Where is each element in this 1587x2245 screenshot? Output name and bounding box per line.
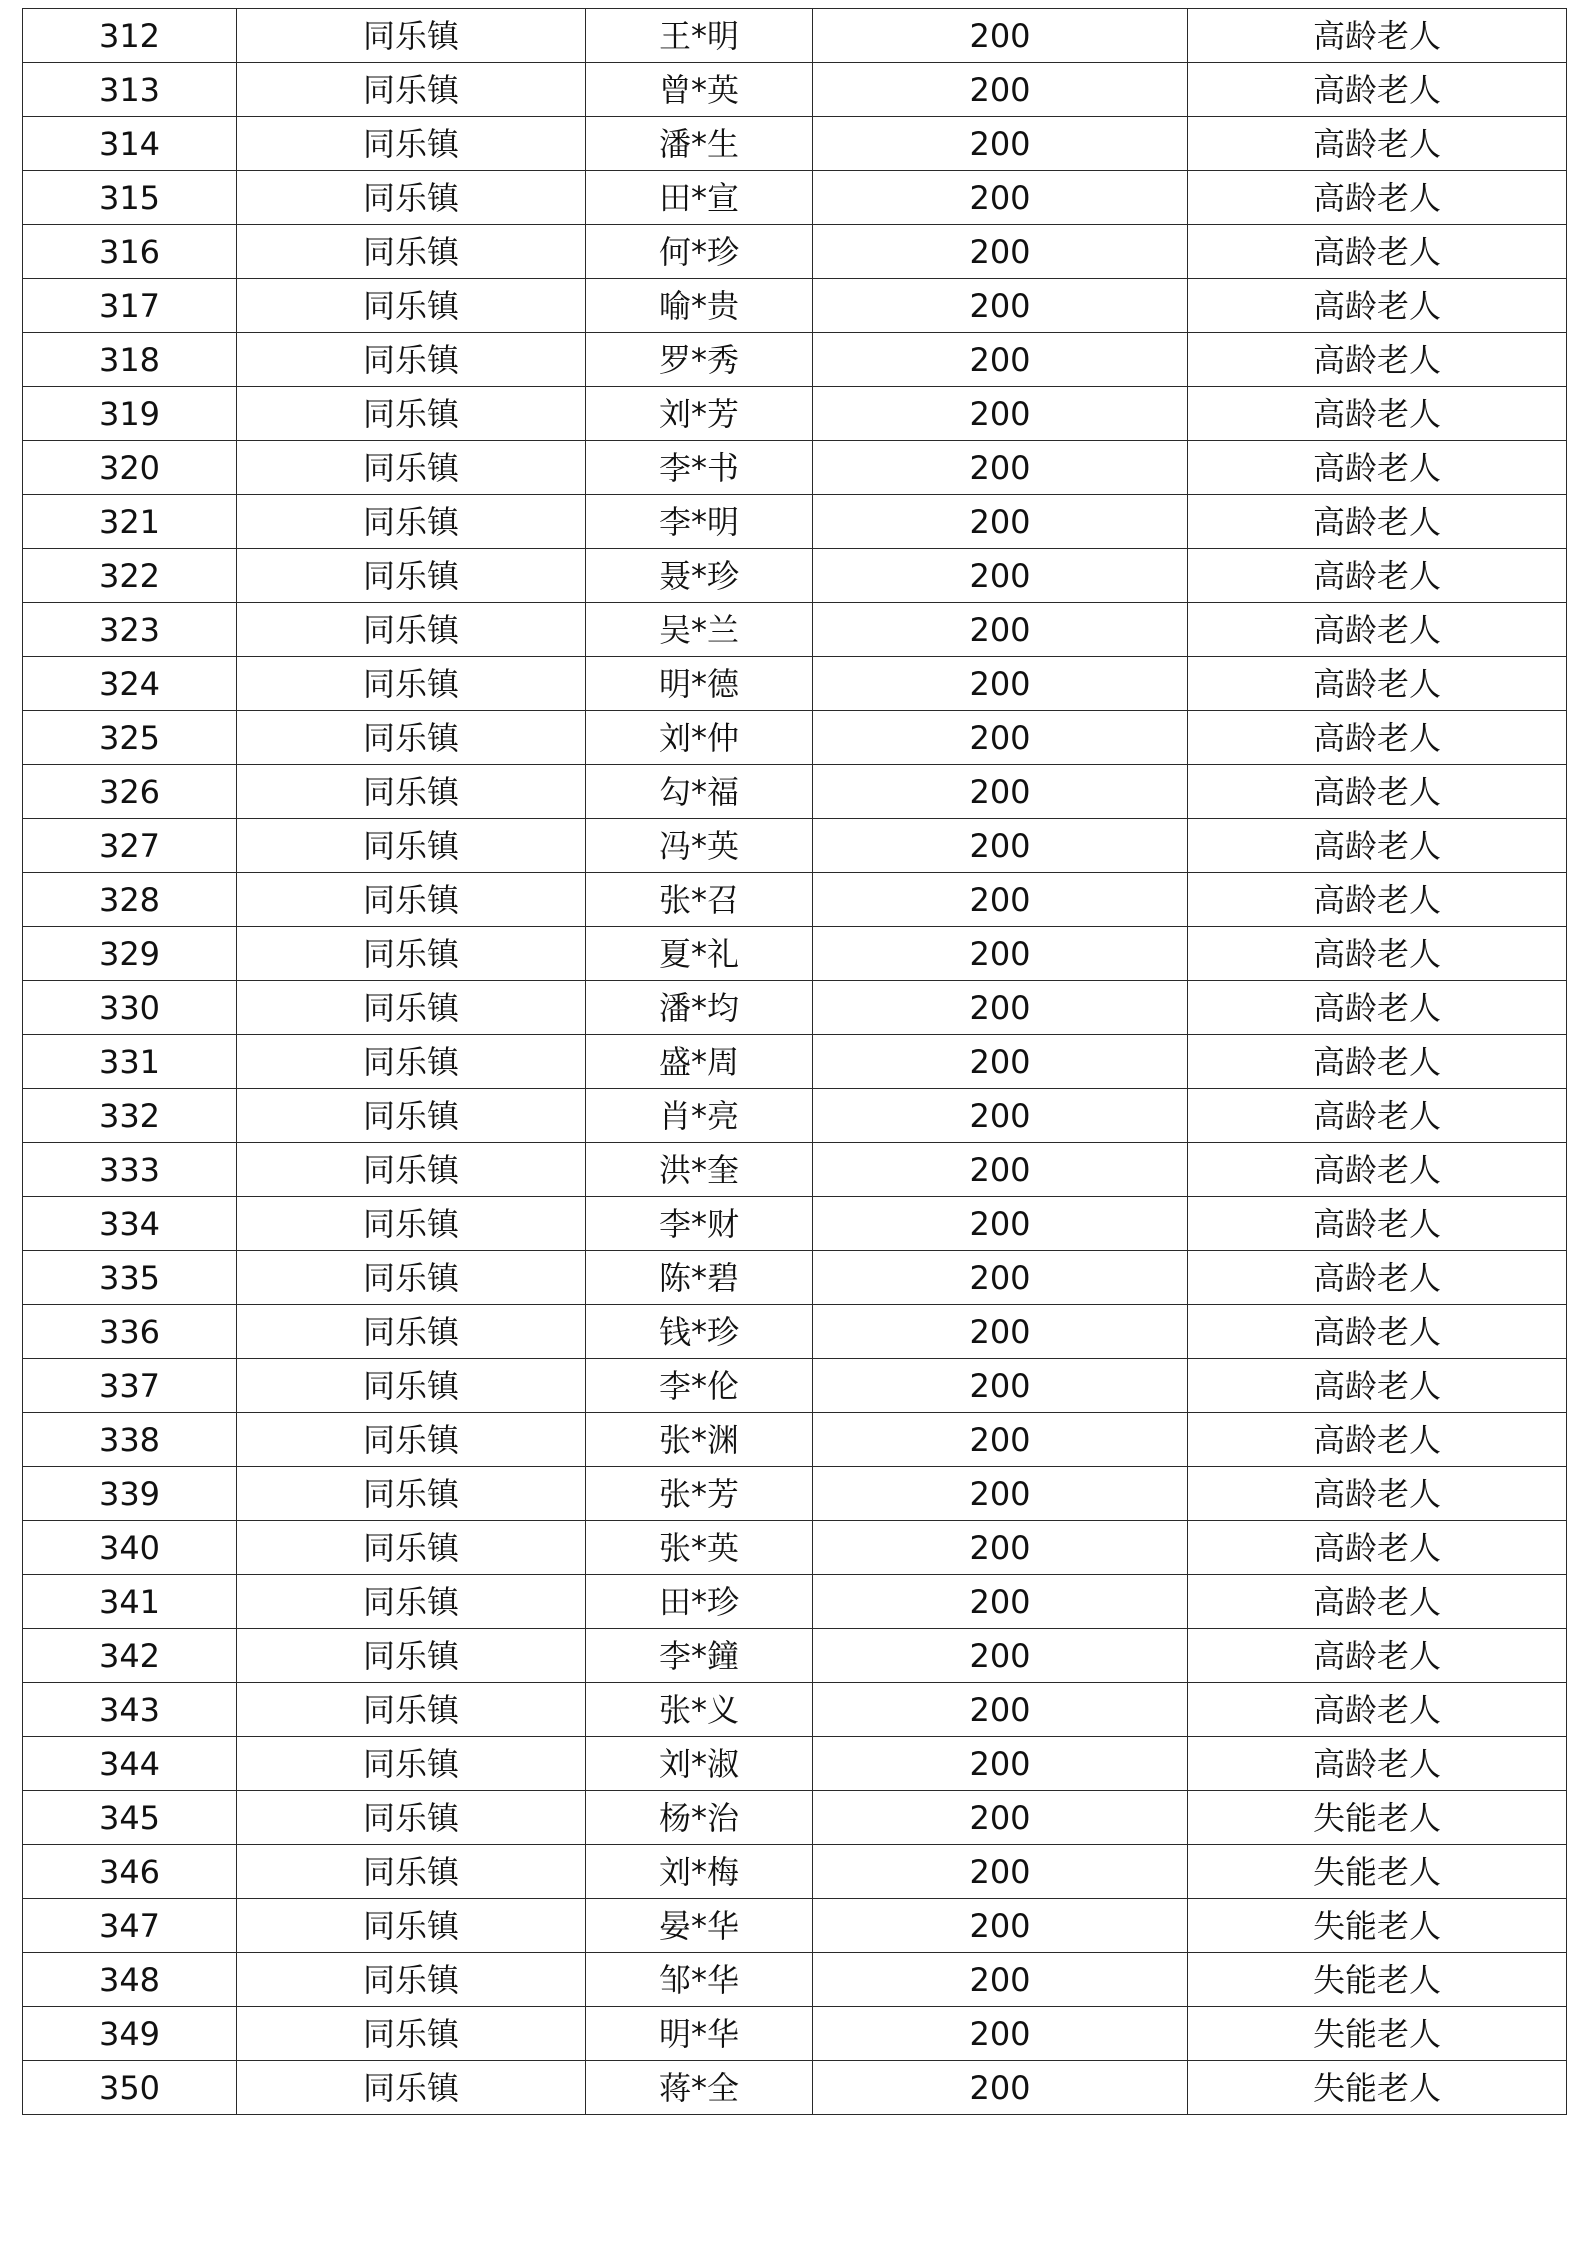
row-number-cell: 324 <box>23 657 237 711</box>
table-row <box>23 549 1567 603</box>
row-number-cell: 335 <box>23 1251 237 1305</box>
town-cell: 同乐镇 <box>237 1899 586 1953</box>
category-cell: 高龄老人 <box>1188 981 1567 1035</box>
category-cell: 高龄老人 <box>1188 1575 1567 1629</box>
name-cell: 潘*均 <box>586 981 813 1035</box>
amount-cell: 200 <box>813 63 1188 117</box>
amount-cell: 200 <box>813 549 1188 603</box>
row-number-cell: 345 <box>23 1791 237 1845</box>
amount-cell: 200 <box>813 603 1188 657</box>
category-cell: 失能老人 <box>1188 2061 1567 2115</box>
table-row <box>23 657 1567 711</box>
town-cell: 同乐镇 <box>237 441 586 495</box>
category-cell: 高龄老人 <box>1188 549 1567 603</box>
category-cell: 失能老人 <box>1188 1845 1567 1899</box>
amount-cell: 200 <box>813 765 1188 819</box>
category-cell: 高龄老人 <box>1188 171 1567 225</box>
name-cell: 李*书 <box>586 441 813 495</box>
amount-cell: 200 <box>813 1143 1188 1197</box>
town-cell: 同乐镇 <box>237 171 586 225</box>
category-cell: 高龄老人 <box>1188 1521 1567 1575</box>
document-page <box>22 8 1566 2115</box>
town-cell: 同乐镇 <box>237 1089 586 1143</box>
amount-cell: 200 <box>813 657 1188 711</box>
table-row <box>23 1575 1567 1629</box>
row-number-cell: 326 <box>23 765 237 819</box>
table-row <box>23 495 1567 549</box>
row-number-cell: 340 <box>23 1521 237 1575</box>
category-cell: 高龄老人 <box>1188 873 1567 927</box>
town-cell: 同乐镇 <box>237 1359 586 1413</box>
table-row <box>23 1683 1567 1737</box>
row-number-cell: 318 <box>23 333 237 387</box>
name-cell: 聂*珍 <box>586 549 813 603</box>
category-cell: 高龄老人 <box>1188 1467 1567 1521</box>
name-cell: 盛*周 <box>586 1035 813 1089</box>
table-row <box>23 711 1567 765</box>
row-number-cell: 337 <box>23 1359 237 1413</box>
name-cell: 李*伦 <box>586 1359 813 1413</box>
name-cell: 李*明 <box>586 495 813 549</box>
town-cell: 同乐镇 <box>237 63 586 117</box>
town-cell: 同乐镇 <box>237 927 586 981</box>
table-row <box>23 1413 1567 1467</box>
name-cell: 张*英 <box>586 1521 813 1575</box>
town-cell: 同乐镇 <box>237 1845 586 1899</box>
name-cell: 肖*亮 <box>586 1089 813 1143</box>
name-cell: 喻*贵 <box>586 279 813 333</box>
amount-cell: 200 <box>813 1251 1188 1305</box>
amount-cell: 200 <box>813 1953 1188 2007</box>
row-number-cell: 328 <box>23 873 237 927</box>
row-number-cell: 330 <box>23 981 237 1035</box>
category-cell: 高龄老人 <box>1188 1305 1567 1359</box>
town-cell: 同乐镇 <box>237 981 586 1035</box>
row-number-cell: 343 <box>23 1683 237 1737</box>
category-cell: 高龄老人 <box>1188 927 1567 981</box>
amount-cell: 200 <box>813 1305 1188 1359</box>
table-row <box>23 765 1567 819</box>
amount-cell: 200 <box>813 1737 1188 1791</box>
table-row <box>23 9 1567 63</box>
row-number-cell: 341 <box>23 1575 237 1629</box>
amount-cell: 200 <box>813 981 1188 1035</box>
category-cell: 高龄老人 <box>1188 1737 1567 1791</box>
table-row <box>23 387 1567 441</box>
town-cell: 同乐镇 <box>237 1575 586 1629</box>
category-cell: 高龄老人 <box>1188 1197 1567 1251</box>
row-number-cell: 333 <box>23 1143 237 1197</box>
amount-cell: 200 <box>813 225 1188 279</box>
name-cell: 明*华 <box>586 2007 813 2061</box>
category-cell: 高龄老人 <box>1188 117 1567 171</box>
row-number-cell: 344 <box>23 1737 237 1791</box>
town-cell: 同乐镇 <box>237 279 586 333</box>
amount-cell: 200 <box>813 2007 1188 2061</box>
category-cell: 高龄老人 <box>1188 657 1567 711</box>
name-cell: 勾*福 <box>586 765 813 819</box>
town-cell: 同乐镇 <box>237 1467 586 1521</box>
row-number-cell: 315 <box>23 171 237 225</box>
town-cell: 同乐镇 <box>237 117 586 171</box>
category-cell: 高龄老人 <box>1188 387 1567 441</box>
town-cell: 同乐镇 <box>237 495 586 549</box>
category-cell: 高龄老人 <box>1188 63 1567 117</box>
amount-cell: 200 <box>813 1899 1188 1953</box>
row-number-cell: 334 <box>23 1197 237 1251</box>
table-row <box>23 1359 1567 1413</box>
table-row <box>23 1845 1567 1899</box>
name-cell: 夏*礼 <box>586 927 813 981</box>
row-number-cell: 339 <box>23 1467 237 1521</box>
town-cell: 同乐镇 <box>237 9 586 63</box>
category-cell: 高龄老人 <box>1188 1359 1567 1413</box>
category-cell: 高龄老人 <box>1188 495 1567 549</box>
beneficiary-table <box>22 8 1567 2115</box>
table-row <box>23 1467 1567 1521</box>
table-row <box>23 1305 1567 1359</box>
name-cell: 冯*英 <box>586 819 813 873</box>
table-row <box>23 279 1567 333</box>
category-cell: 失能老人 <box>1188 1791 1567 1845</box>
row-number-cell: 325 <box>23 711 237 765</box>
table-row <box>23 171 1567 225</box>
row-number-cell: 347 <box>23 1899 237 1953</box>
amount-cell: 200 <box>813 495 1188 549</box>
category-cell: 高龄老人 <box>1188 9 1567 63</box>
table-row <box>23 1521 1567 1575</box>
row-number-cell: 322 <box>23 549 237 603</box>
category-cell: 高龄老人 <box>1188 1089 1567 1143</box>
amount-cell: 200 <box>813 1359 1188 1413</box>
name-cell: 李*财 <box>586 1197 813 1251</box>
name-cell: 张*召 <box>586 873 813 927</box>
name-cell: 蒋*全 <box>586 2061 813 2115</box>
name-cell: 明*德 <box>586 657 813 711</box>
name-cell: 张*芳 <box>586 1467 813 1521</box>
name-cell: 田*宣 <box>586 171 813 225</box>
amount-cell: 200 <box>813 1521 1188 1575</box>
name-cell: 何*珍 <box>586 225 813 279</box>
amount-cell: 200 <box>813 387 1188 441</box>
category-cell: 高龄老人 <box>1188 1683 1567 1737</box>
town-cell: 同乐镇 <box>237 1305 586 1359</box>
amount-cell: 200 <box>813 1197 1188 1251</box>
row-number-cell: 332 <box>23 1089 237 1143</box>
row-number-cell: 313 <box>23 63 237 117</box>
name-cell: 洪*奎 <box>586 1143 813 1197</box>
table-row <box>23 603 1567 657</box>
name-cell: 李*鐘 <box>586 1629 813 1683</box>
amount-cell: 200 <box>813 441 1188 495</box>
table-row <box>23 1143 1567 1197</box>
town-cell: 同乐镇 <box>237 1251 586 1305</box>
category-cell: 失能老人 <box>1188 1899 1567 1953</box>
name-cell: 田*珍 <box>586 1575 813 1629</box>
amount-cell: 200 <box>813 819 1188 873</box>
table-row <box>23 1035 1567 1089</box>
category-cell: 高龄老人 <box>1188 333 1567 387</box>
table-row <box>23 873 1567 927</box>
amount-cell: 200 <box>813 927 1188 981</box>
town-cell: 同乐镇 <box>237 1683 586 1737</box>
category-cell: 高龄老人 <box>1188 603 1567 657</box>
table-row <box>23 1899 1567 1953</box>
category-cell: 失能老人 <box>1188 2007 1567 2061</box>
category-cell: 高龄老人 <box>1188 765 1567 819</box>
category-cell: 高龄老人 <box>1188 441 1567 495</box>
town-cell: 同乐镇 <box>237 1197 586 1251</box>
town-cell: 同乐镇 <box>237 657 586 711</box>
table-row <box>23 63 1567 117</box>
category-cell: 高龄老人 <box>1188 279 1567 333</box>
table-row <box>23 441 1567 495</box>
row-number-cell: 348 <box>23 1953 237 2007</box>
table-row <box>23 2061 1567 2115</box>
table-row <box>23 333 1567 387</box>
town-cell: 同乐镇 <box>237 333 586 387</box>
amount-cell: 200 <box>813 1575 1188 1629</box>
name-cell: 刘*仲 <box>586 711 813 765</box>
amount-cell: 200 <box>813 1035 1188 1089</box>
table-row <box>23 1251 1567 1305</box>
town-cell: 同乐镇 <box>237 387 586 441</box>
town-cell: 同乐镇 <box>237 765 586 819</box>
amount-cell: 200 <box>813 2061 1188 2115</box>
amount-cell: 200 <box>813 711 1188 765</box>
table-row <box>23 1089 1567 1143</box>
row-number-cell: 314 <box>23 117 237 171</box>
row-number-cell: 323 <box>23 603 237 657</box>
row-number-cell: 320 <box>23 441 237 495</box>
name-cell: 刘*淑 <box>586 1737 813 1791</box>
category-cell: 高龄老人 <box>1188 1629 1567 1683</box>
row-number-cell: 350 <box>23 2061 237 2115</box>
table-row <box>23 819 1567 873</box>
row-number-cell: 327 <box>23 819 237 873</box>
name-cell: 曾*英 <box>586 63 813 117</box>
name-cell: 罗*秀 <box>586 333 813 387</box>
name-cell: 张*渊 <box>586 1413 813 1467</box>
town-cell: 同乐镇 <box>237 2007 586 2061</box>
row-number-cell: 336 <box>23 1305 237 1359</box>
town-cell: 同乐镇 <box>237 1521 586 1575</box>
town-cell: 同乐镇 <box>237 819 586 873</box>
row-number-cell: 329 <box>23 927 237 981</box>
category-cell: 高龄老人 <box>1188 1035 1567 1089</box>
town-cell: 同乐镇 <box>237 2061 586 2115</box>
amount-cell: 200 <box>813 1629 1188 1683</box>
town-cell: 同乐镇 <box>237 1143 586 1197</box>
row-number-cell: 321 <box>23 495 237 549</box>
name-cell: 潘*生 <box>586 117 813 171</box>
table-row <box>23 981 1567 1035</box>
amount-cell: 200 <box>813 9 1188 63</box>
row-number-cell: 316 <box>23 225 237 279</box>
table-row <box>23 1953 1567 2007</box>
town-cell: 同乐镇 <box>237 1791 586 1845</box>
row-number-cell: 317 <box>23 279 237 333</box>
town-cell: 同乐镇 <box>237 873 586 927</box>
row-number-cell: 312 <box>23 9 237 63</box>
town-cell: 同乐镇 <box>237 1953 586 2007</box>
amount-cell: 200 <box>813 1413 1188 1467</box>
amount-cell: 200 <box>813 117 1188 171</box>
name-cell: 吴*兰 <box>586 603 813 657</box>
amount-cell: 200 <box>813 1467 1188 1521</box>
town-cell: 同乐镇 <box>237 1413 586 1467</box>
town-cell: 同乐镇 <box>237 603 586 657</box>
amount-cell: 200 <box>813 333 1188 387</box>
row-number-cell: 338 <box>23 1413 237 1467</box>
amount-cell: 200 <box>813 1089 1188 1143</box>
table-row <box>23 1629 1567 1683</box>
table-row <box>23 1737 1567 1791</box>
name-cell: 钱*珍 <box>586 1305 813 1359</box>
table-row <box>23 1791 1567 1845</box>
row-number-cell: 346 <box>23 1845 237 1899</box>
name-cell: 晏*华 <box>586 1899 813 1953</box>
name-cell: 刘*梅 <box>586 1845 813 1899</box>
name-cell: 杨*治 <box>586 1791 813 1845</box>
category-cell: 高龄老人 <box>1188 1143 1567 1197</box>
category-cell: 高龄老人 <box>1188 1413 1567 1467</box>
row-number-cell: 342 <box>23 1629 237 1683</box>
category-cell: 高龄老人 <box>1188 225 1567 279</box>
town-cell: 同乐镇 <box>237 711 586 765</box>
row-number-cell: 319 <box>23 387 237 441</box>
amount-cell: 200 <box>813 1791 1188 1845</box>
town-cell: 同乐镇 <box>237 225 586 279</box>
row-number-cell: 349 <box>23 2007 237 2061</box>
amount-cell: 200 <box>813 1683 1188 1737</box>
table-row <box>23 2007 1567 2061</box>
town-cell: 同乐镇 <box>237 1629 586 1683</box>
amount-cell: 200 <box>813 1845 1188 1899</box>
table-body <box>23 9 1567 2115</box>
name-cell: 邹*华 <box>586 1953 813 2007</box>
row-number-cell: 331 <box>23 1035 237 1089</box>
name-cell: 刘*芳 <box>586 387 813 441</box>
category-cell: 高龄老人 <box>1188 819 1567 873</box>
table-row <box>23 1197 1567 1251</box>
amount-cell: 200 <box>813 873 1188 927</box>
category-cell: 高龄老人 <box>1188 1251 1567 1305</box>
category-cell: 失能老人 <box>1188 1953 1567 2007</box>
amount-cell: 200 <box>813 171 1188 225</box>
town-cell: 同乐镇 <box>237 549 586 603</box>
name-cell: 陈*碧 <box>586 1251 813 1305</box>
amount-cell: 200 <box>813 279 1188 333</box>
category-cell: 高龄老人 <box>1188 711 1567 765</box>
name-cell: 张*义 <box>586 1683 813 1737</box>
table-row <box>23 927 1567 981</box>
town-cell: 同乐镇 <box>237 1035 586 1089</box>
name-cell: 王*明 <box>586 9 813 63</box>
table-row <box>23 117 1567 171</box>
table-row <box>23 225 1567 279</box>
town-cell: 同乐镇 <box>237 1737 586 1791</box>
